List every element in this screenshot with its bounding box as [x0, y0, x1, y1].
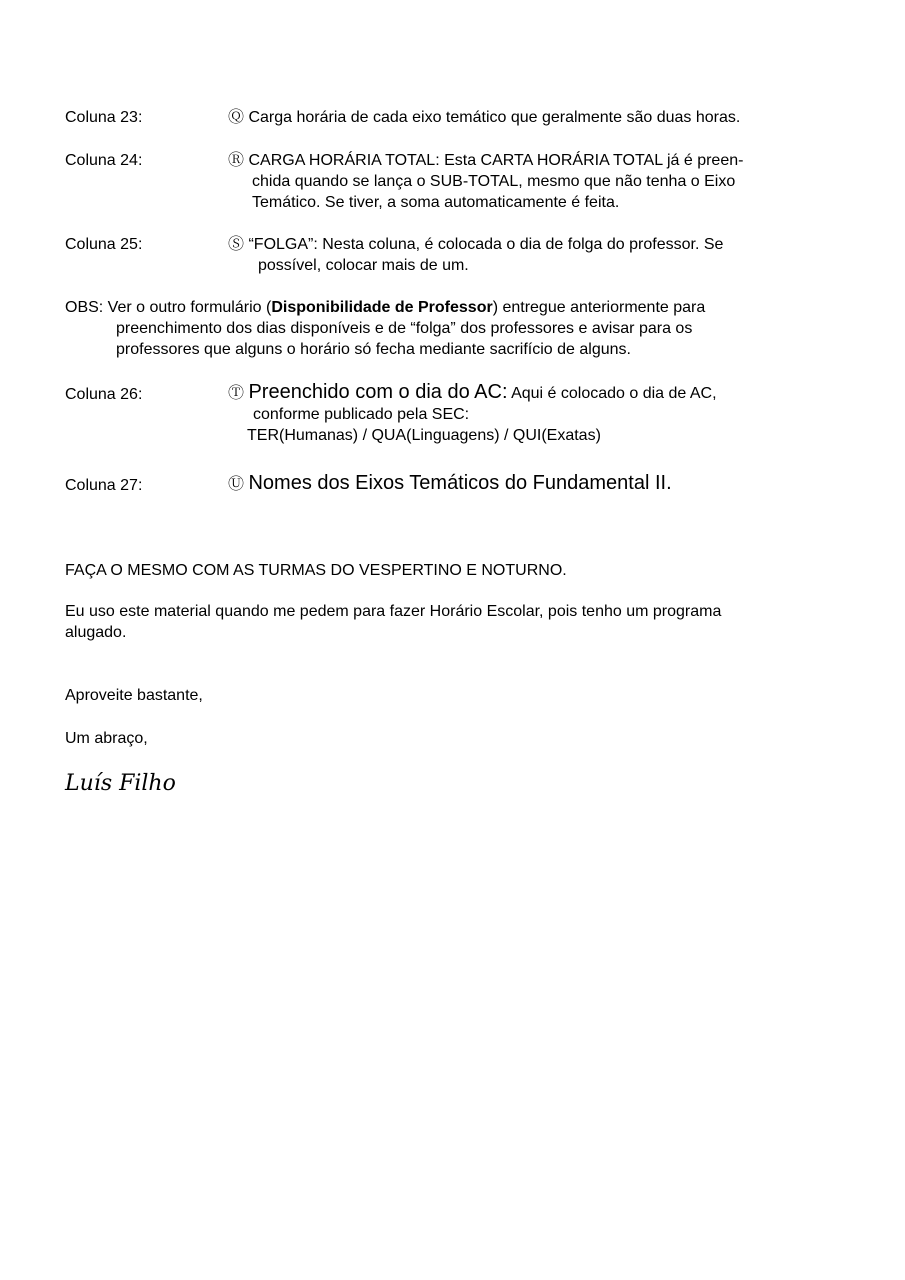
circled-letter-s-icon: Ⓢ	[228, 236, 245, 253]
column-label: Coluna 27:	[65, 477, 143, 494]
circled-letter-u-icon: Ⓤ	[228, 476, 245, 493]
usage-paragraph	[65, 601, 835, 643]
circled-letter-r-icon: Ⓡ	[228, 152, 245, 169]
obs-prefix: OBS: Ver o outro formulário (	[65, 299, 272, 316]
description-line: Carga horária de cada eixo temático que geralmente são duas horas.	[248, 109, 741, 126]
obs-line: professores que alguns o horário só fecha mediante sacrifício de alguns.	[116, 341, 631, 358]
obs-note	[65, 297, 825, 360]
usage-line: alugado.	[65, 624, 127, 641]
column-description	[228, 150, 833, 213]
column-description	[228, 107, 833, 128]
column-label: Coluna 26:	[65, 386, 143, 403]
usage-line: Eu uso este material quando me pedem para fazer Horário Escolar, pois tenho um programa	[65, 603, 722, 620]
circled-letter-q-icon: Ⓠ	[228, 109, 245, 126]
description-line: “FOLGA”: Nesta coluna, é colocada o dia de folga do professor. Se	[248, 236, 724, 253]
description-line: possível, colocar mais de um.	[258, 257, 469, 274]
obs-suffix: ) entregue anteriormente para	[492, 299, 706, 316]
description-line: chida quando se lança o SUB-TOTAL, mesmo que não tenha o Eixo	[252, 173, 736, 190]
circled-letter-t-icon: Ⓣ	[228, 385, 245, 402]
column-label: Coluna 23:	[65, 109, 143, 126]
description-line: Temático. Se tiver, a soma automaticamente é feita.	[252, 194, 620, 211]
column-label: Coluna 24:	[65, 152, 143, 169]
obs-form-name: Disponibilidade de Professor	[271, 299, 493, 316]
description-heading: Preenchido com o dia do AC:	[248, 381, 508, 403]
closing-notice: FAÇA O MESMO COM AS TURMAS DO VESPERTINO E NOTURNO.	[65, 562, 567, 579]
description-line: TER(Humanas) / QUA(Linguagens) / QUI(Exatas)	[247, 427, 601, 444]
column-label: Coluna 25:	[65, 236, 143, 253]
column-description	[228, 382, 833, 446]
description-line: Aqui é colocado o dia de AC,	[511, 385, 717, 402]
column-description	[228, 234, 833, 276]
signature: Luís Filho	[65, 771, 176, 796]
column-description	[228, 473, 833, 495]
obs-line: preenchimento dos dias disponíveis e de “folga” dos professores e avisar para os	[116, 320, 693, 337]
description-line: CARGA HORÁRIA TOTAL: Esta CARTA HORÁRIA TOTAL já é preen-	[248, 152, 744, 169]
hug-line: Um abraço,	[65, 730, 148, 747]
description-line: conforme publicado pela SEC:	[253, 406, 470, 423]
description-heading: Nomes dos Eixos Temáticos do Fundamental II.	[248, 472, 672, 494]
farewell-line: Aproveite bastante,	[65, 687, 203, 704]
